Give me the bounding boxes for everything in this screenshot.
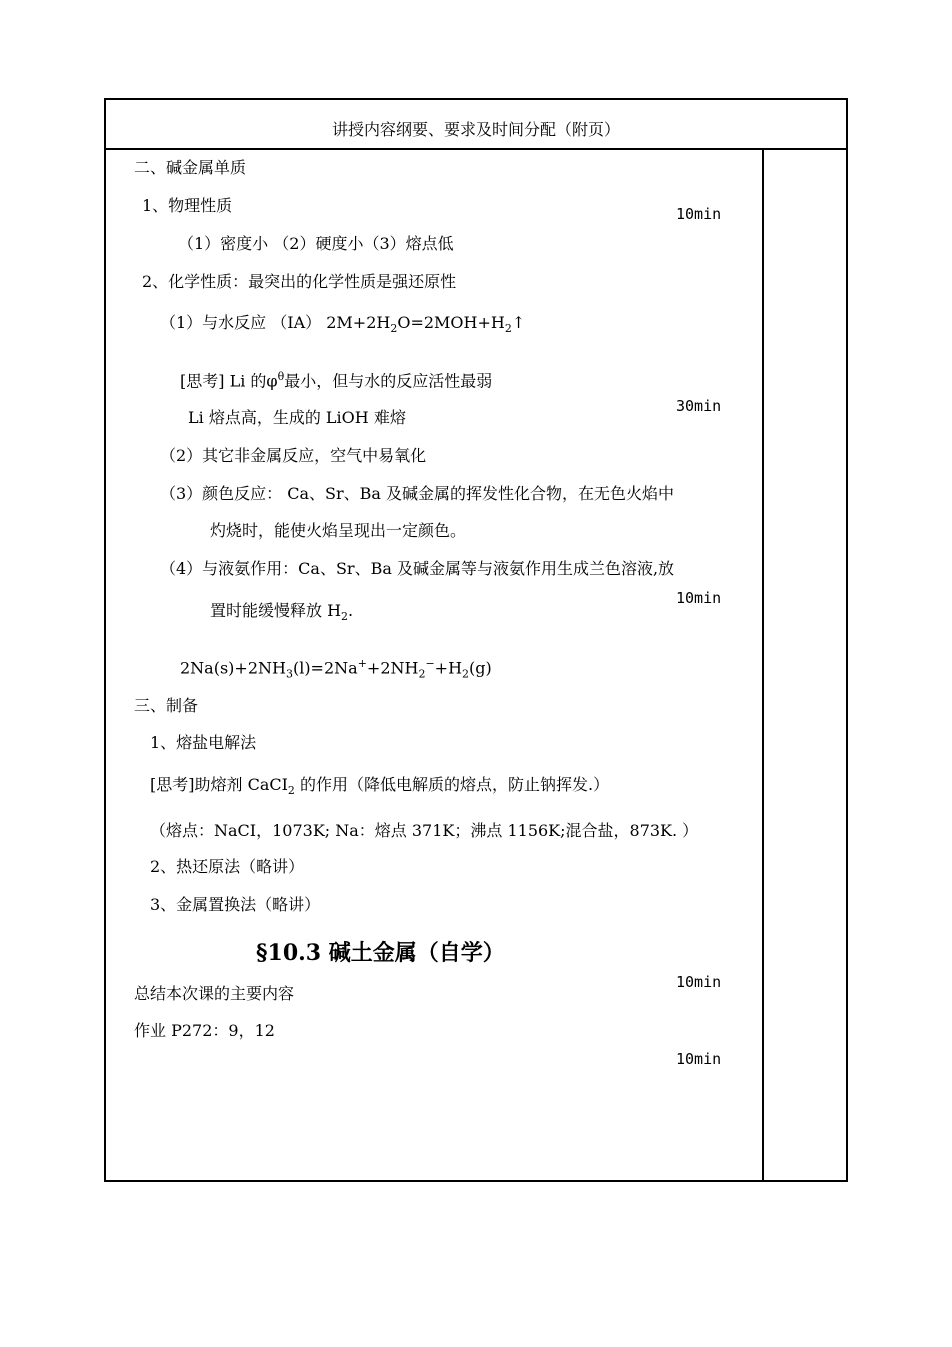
homework-line: 作业 P272：9，12 — [134, 1021, 275, 1040]
melting-points-note: （熔点：NaCI，1073K; Na：熔点 371K；沸点 1156K;混合盐，873K. ） — [150, 821, 699, 840]
eq-sub: 2 — [390, 322, 398, 336]
section-heading-alkali-metals: 二、碱金属单质 — [134, 158, 247, 177]
eq-part: O=2MOH+H — [397, 313, 505, 332]
eq-sup: − — [425, 657, 435, 670]
text-part: . — [348, 601, 354, 620]
time-allocation: 10min — [676, 1050, 722, 1068]
eq-sup: + — [357, 657, 367, 670]
note-part: [思考]助熔剂 CaCI — [150, 775, 288, 794]
eq-part: ↑ — [511, 313, 526, 332]
liquid-ammonia-reaction: （4）与液氨作用：Ca、Sr、Ba 及碱金属等与液氨作用生成兰色溶液,放 — [160, 559, 675, 578]
text-sub: 2 — [341, 610, 349, 624]
flame-reaction: （3）颜色反应： Ca、Sr、Ba 及碱金属的挥发性化合物，在无色火焰中 — [160, 484, 675, 503]
table-header — [106, 100, 846, 150]
chemical-properties-heading: 2、化学性质：最突出的化学性质是强还原性 — [142, 272, 457, 291]
time-allocation: 10min — [676, 973, 722, 991]
section-heading-preparation: 三、制备 — [134, 696, 199, 715]
water-reaction-equation — [160, 313, 525, 339]
metal-displacement: 3、金属置换法（略讲） — [150, 895, 321, 914]
physical-properties-list: （1）密度小 （2）硬度小（3）熔点低 — [178, 234, 454, 253]
time-allocation: 30min — [676, 397, 722, 415]
note-part: 最小，但与水的反应活性最弱 — [284, 371, 493, 391]
physical-properties-heading: 1、物理性质 — [142, 196, 233, 215]
eq-part: (g) — [469, 658, 492, 678]
eq-part: +H — [434, 658, 463, 678]
eq-sub: 2 — [418, 667, 426, 681]
lecture-outline-table — [104, 98, 848, 1182]
note-sub: 2 — [287, 784, 295, 798]
li-explanation: Li 熔点高，生成的 LiOH 难熔 — [188, 408, 406, 427]
thermal-reduction: 2、热还原法（略讲） — [150, 857, 305, 876]
think-note-flux — [150, 775, 609, 801]
summary-line: 总结本次课的主要内容 — [134, 984, 295, 1003]
column-divider — [762, 150, 764, 1182]
eq-part: +2NH — [366, 658, 419, 678]
eq-sub: 3 — [285, 667, 293, 681]
nonmetal-reaction: （2）其它非金属反应，空气中易氧化 — [160, 446, 427, 465]
header-title: 讲授内容纲要、要求及时间分配（附页） — [331, 119, 620, 139]
text-part: 置时能缓慢释放 H — [210, 601, 342, 620]
note-part: [思考] Li 的φ — [180, 371, 278, 391]
eq-sub: 2 — [504, 322, 512, 336]
ammonia-equation — [180, 654, 492, 685]
note-sup: θ — [277, 370, 285, 383]
eq-sub: 2 — [462, 667, 470, 681]
time-allocation: 10min — [676, 205, 722, 223]
think-note-li — [180, 367, 492, 391]
eq-part: 2Na(s)+2NH — [180, 658, 286, 678]
section-title-alkaline-earth: §10.3 碱土金属（自学） — [256, 940, 505, 966]
electrolysis-heading: 1、熔盐电解法 — [150, 733, 257, 752]
time-allocation: 10min — [676, 589, 722, 607]
note-part: 的作用（降低电解质的熔点，防止钠挥发.） — [294, 775, 610, 794]
flame-reaction-cont: 灼烧时，能使火焰呈现出一定颜色。 — [210, 521, 467, 540]
eq-part: （1）与水反应 （ⅠA） 2M+2H — [160, 313, 391, 332]
eq-part: (l)=2Na — [292, 658, 358, 678]
liquid-ammonia-cont — [210, 601, 353, 627]
